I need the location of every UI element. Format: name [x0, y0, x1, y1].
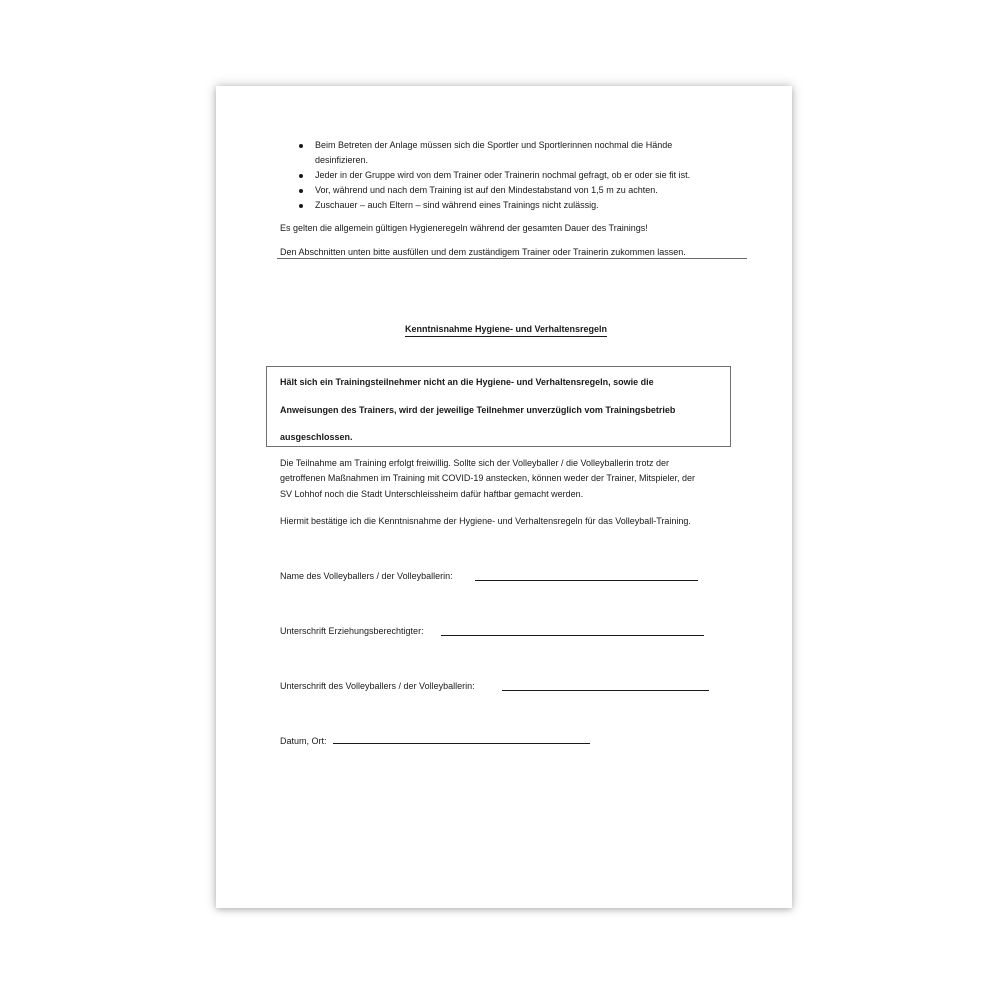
disclaimer-line: Die Teilnahme am Training erfolgt freiwillig. Sollte sich der Volleyballer / die Volleyballerin trotz der — [280, 458, 670, 468]
section-heading: Kenntnisnahme Hygiene- und Verhaltensregeln — [405, 323, 607, 337]
warning-text-line: Hält sich ein Trainingsteilnehmer nicht an die Hygiene- und Verhaltensregeln, sowie die — [280, 377, 654, 387]
guardian-signature-label: Unterschrift Erziehungsberechtigter: — [280, 626, 424, 636]
hygiene-paragraph: Es gelten die allgemein gültigen Hygieneregeln während der gesamten Dauer des Trainings! — [280, 223, 648, 233]
name-field-label: Name des Volleyballers / der Volleyballerin: — [280, 571, 453, 581]
confirmation-text: Hiermit bestätige ich die Kenntnisnahme der Hygiene- und Verhaltensregeln für das Volleyball-Training. — [280, 516, 691, 526]
date-place-line[interactable] — [333, 743, 590, 744]
player-signature-line[interactable] — [502, 690, 709, 691]
date-place-label: Datum, Ort: — [280, 736, 327, 746]
list-item-continuation: desinfizieren. — [315, 155, 369, 165]
list-item: Zuschauer – auch Eltern – sind während eines Trainings nicht zulässig. — [298, 198, 690, 213]
player-signature-label: Unterschrift des Volleyballers / der Volleyballerin: — [280, 681, 475, 691]
warning-text-line: ausgeschlossen. — [280, 432, 353, 442]
instruction-paragraph: Den Abschnitten unten bitte ausfüllen und dem zuständigem Trainer oder Trainerin zukommen lassen. — [280, 247, 686, 257]
hygiene-rules-list — [298, 138, 690, 213]
separator-line — [277, 258, 747, 259]
warning-text-line: Anweisungen des Trainers, wird der jeweilige Teilnehmer unverzüglich vom Trainingsbetrieb — [280, 405, 676, 415]
list-item: Vor, während und nach dem Training ist auf den Mindestabstand von 1,5 m zu achten. — [298, 183, 690, 198]
list-item: Jeder in der Gruppe wird von dem Trainer oder Trainerin nochmal gefragt, ob er oder sie fit ist. — [298, 168, 690, 183]
guardian-signature-line[interactable] — [441, 635, 704, 636]
name-field-line[interactable] — [475, 580, 698, 581]
disclaimer-line: SV Lohhof noch die Stadt Unterschleissheim dafür haftbar gemacht werden. — [280, 489, 584, 499]
disclaimer-line: getroffenen Maßnahmen im Training mit COVID-19 anstecken, können weder der Trainer, Mitspieler, der — [280, 473, 696, 483]
list-item: Beim Betreten der Anlage müssen sich die Sportler und Sportlerinnen nochmal die Hände — [298, 138, 690, 153]
